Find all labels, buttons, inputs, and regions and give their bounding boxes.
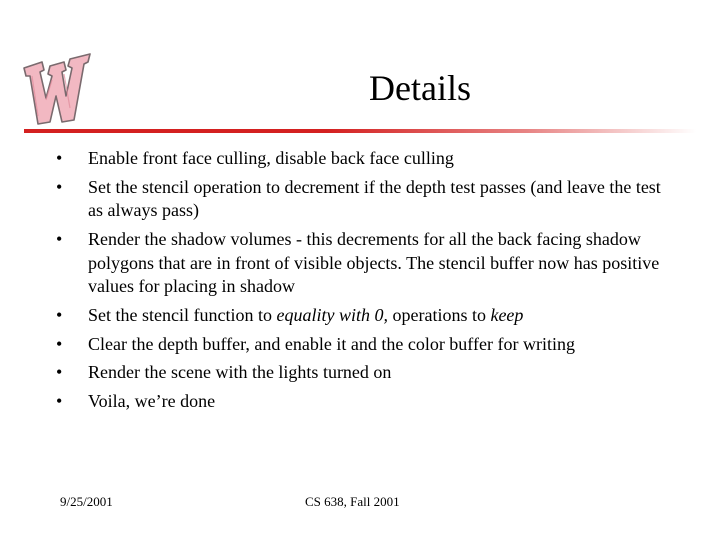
list-item: [56, 361, 676, 385]
list-item: [56, 228, 676, 299]
bullet-text: Render the scene with the lights turned on: [88, 362, 392, 383]
footer-course: CS 638, Fall 2001: [305, 494, 400, 509]
motion-w-logo: [20, 50, 94, 126]
bullet-emphasis-keep: keep: [490, 304, 524, 325]
list-item: [56, 304, 676, 328]
bullet-text: [88, 305, 523, 325]
bullet-icon: •: [56, 333, 63, 354]
bullet-icon: •: [56, 148, 63, 168]
bullet-icon: •: [56, 362, 63, 383]
list-item: [56, 390, 676, 414]
slide-title: Details: [369, 68, 471, 108]
bullet-list: [56, 147, 676, 419]
bullet-icon: •: [56, 229, 63, 250]
list-item: [56, 176, 676, 223]
footer-date: 9/25/2001: [60, 494, 113, 509]
title-divider: [24, 129, 696, 133]
bullet-icon: •: [56, 304, 63, 325]
bullet-text-middle: operations to: [387, 304, 491, 325]
bullet-text: Clear the depth buffer, and enable it and the color buffer for writing: [88, 333, 575, 354]
list-item: [56, 333, 676, 357]
bullet-icon: •: [56, 176, 63, 197]
bullet-text: Enable front face culling, disable back face culling: [88, 148, 454, 168]
bullet-text: Voila, we’re done: [88, 391, 216, 412]
bullet-emphasis-equality: equality with 0,: [276, 304, 388, 325]
list-item: [56, 147, 676, 171]
bullet-text-before: Set the stencil function to: [88, 304, 277, 325]
bullet-text: Render the shadow volumes - this decrements for all the back facing shadow polygons that are in front of visible objects. The stencil buffer now has positive values for placing in shadow: [88, 229, 660, 297]
bullet-text: Set the stencil operation to decrement if the depth test passes (and leave the test as always pass): [88, 176, 661, 221]
bullet-icon: •: [56, 391, 63, 412]
